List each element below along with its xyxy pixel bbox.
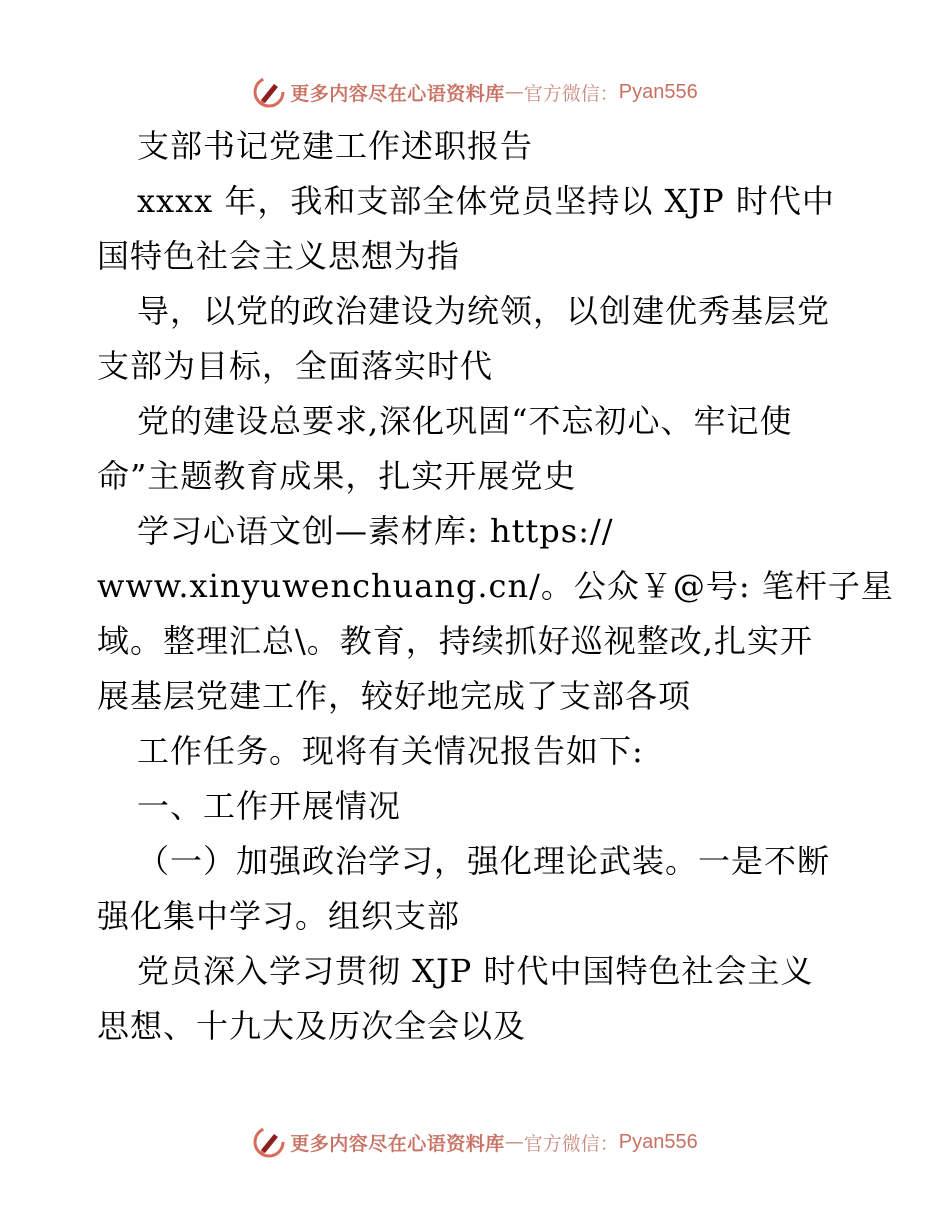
paragraph-line: 展基层党建工作，较好地完成了支部各项 <box>97 677 692 715</box>
paragraph-line: 学习心语文创—素材库: https:// <box>137 512 614 550</box>
header-watermark <box>0 72 950 112</box>
pen-circle-logo-icon <box>252 75 286 109</box>
paragraph-line: xxxx 年，我和支部全体党员坚持以 XJP 时代中 <box>137 182 835 220</box>
paragraph-line: 强化集中学习。组织支部 <box>97 897 461 935</box>
watermark-separator: — <box>504 81 524 103</box>
watermark-official-label: 官方微信： <box>523 1132 619 1155</box>
document-body <box>97 119 894 1054</box>
watermark-official-label: 官方微信： <box>523 82 619 105</box>
paragraph-line: 支部为目标，全面落实时代 <box>97 347 494 385</box>
footer-watermark <box>0 1122 950 1162</box>
paragraph-line: 党的建设总要求,深化巩固“不忘初心、牢记使 <box>137 402 793 440</box>
subsection-heading: （一）加强政治学习，强化理论武装。一是不断 <box>137 842 831 880</box>
paragraph-line: www.xinyuwenchuang.cn/。公众￥@号: 笔杆子星 <box>97 567 894 605</box>
watermark-brand-text: 更多内容尽在心语资料库 <box>290 1132 505 1155</box>
section-heading: 一、工作开展情况 <box>137 787 402 825</box>
document-title: 支部书记党建工作述职报告 <box>137 127 534 165</box>
watermark-separator: — <box>504 1131 524 1153</box>
watermark-wechat-id: Pyan556 <box>618 80 698 103</box>
paragraph-line: 域。整理汇总\。教育，持续抓好巡视整改,扎实开 <box>97 622 813 660</box>
watermark-brand-text: 更多内容尽在心语资料库 <box>290 82 505 105</box>
paragraph-line: 命”主题教育成果，扎实开展党史 <box>97 457 577 495</box>
pen-circle-logo-icon <box>252 1125 286 1159</box>
paragraph-line: 党员深入学习贯彻 XJP 时代中国特色社会主义 <box>137 952 814 990</box>
paragraph-line: 导，以党的政治建设为统领，以创建优秀基层党 <box>137 292 831 330</box>
paragraph-line: 国特色社会主义思想为指 <box>97 237 461 275</box>
watermark-wechat-id: Pyan556 <box>618 1130 698 1153</box>
paragraph-line: 思想、十九大及历次全会以及 <box>97 1007 527 1045</box>
paragraph-line: 工作任务。现将有关情况报告如下: <box>137 732 644 770</box>
